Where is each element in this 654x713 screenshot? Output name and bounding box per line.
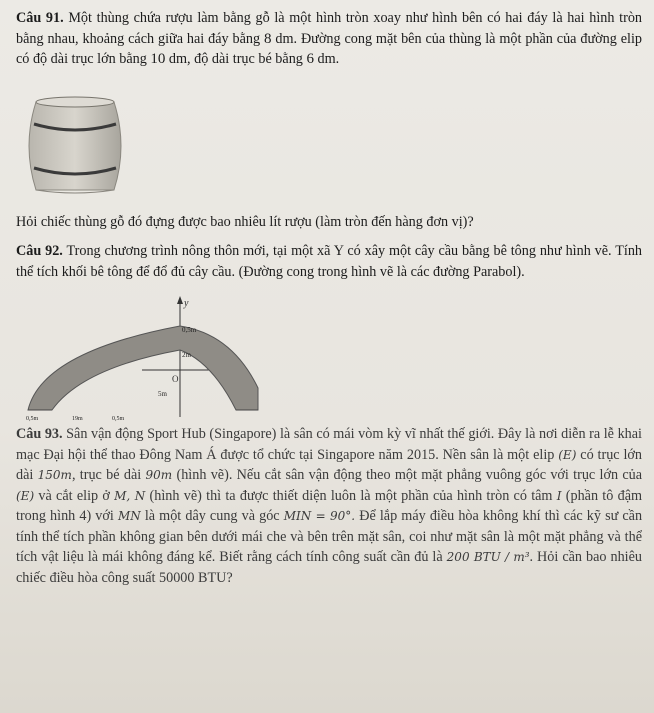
- question-93-text-5: (hình vẽ). Nếu cắt sân vận động theo một mặt phẳng vuông góc với trục lớn của: [176, 467, 643, 483]
- question-93-text-7: (hình vẽ) thì ta được thiết diện luôn là một phần của hình tròn có tâm: [149, 487, 553, 504]
- dim-bottom-label: 19m: [72, 416, 83, 422]
- question-93-text-6: và cắt elip ở: [38, 487, 110, 504]
- question-91-label: Câu 91.: [16, 10, 64, 26]
- question-92-text: Trong chương trình nông thôn mới, tại một xã Y có xây một cây cầu bằng bê tông như hình vẽ. Tính thể tích khối bê tông để đổ đủ cây cầu. (Đường cong trong hình vẽ là các đường Parabol).: [16, 243, 643, 280]
- barrel-distance-value: 8: [263, 30, 272, 47]
- question-93-text-3: có trục lớn dài: [16, 446, 643, 483]
- question-92: [16, 241, 642, 282]
- question-92-label: Câu 92.: [16, 243, 63, 259]
- question-93-text-4: , trục bé dài: [71, 467, 142, 483]
- question-93-text-11: . Hỏi cần bao nhiêu chiếc điều hòa công suất 50000 BTU?: [16, 549, 642, 586]
- question-91-text-3: dm, độ dài trục bé bằng: [168, 51, 303, 67]
- origin-label: O: [172, 374, 179, 384]
- y-axis-label: y: [184, 298, 189, 309]
- barrel-body: [29, 102, 121, 190]
- question-91-ask: [16, 212, 642, 233]
- major-axis-value: 10: [150, 51, 166, 67]
- dim-length-label: 5m: [158, 390, 167, 398]
- ellipse-label-1: (E): [558, 447, 577, 462]
- minor-axis-length: 90m: [145, 468, 173, 482]
- question-93-text-9: là một dây cung và góc: [144, 508, 280, 524]
- points-mn: M, N: [114, 488, 146, 503]
- barrel-top-ellipse: [36, 97, 114, 107]
- question-91: [16, 8, 642, 70]
- chord-mn: MN: [117, 509, 141, 523]
- angle-min: MIN = 90°.: [283, 509, 356, 523]
- dim-mid-label: 2m: [182, 351, 191, 359]
- question-91-text-1: Một thùng chứa rượu làm bằng gỗ là một hình tròn xoay như hình bên có hai đáy là hai hình tròn bằng nhau, khoảng cách giữa hai đáy bằng: [16, 10, 643, 47]
- ellipse-label-2: (E): [16, 488, 35, 503]
- question-91-text-4: dm.: [317, 51, 340, 67]
- year-value: 2015: [406, 446, 436, 463]
- minor-axis-value: 6: [306, 51, 314, 67]
- question-93-text-1: Sân vận động Sport Hub (Singapore) là sân có mái vòm kỳ vĩ nhất thế giới. Đây là nơi diễn ra lễ khai mạc Đại hội thể thao Đông Nam Á được tổ chức tại Singapore năm: [16, 426, 643, 463]
- dim-right-label: 0,5m: [112, 416, 125, 422]
- dim-top-label: 0,5m: [182, 326, 197, 334]
- question-91-question: Hỏi chiếc thùng gỗ đó đựng được bao nhiêu lít rượu (làm tròn đến hàng đơn vị)?: [16, 214, 474, 230]
- power-value: 200 BTU / m³: [446, 550, 530, 564]
- center-i: I: [556, 488, 562, 503]
- question-93-label: Câu 93.: [16, 426, 63, 442]
- question-93-text-10: Để lắp máy điều hòa không khí thì các kỹ sư cần tính thể tích phần không gian bên dưới mái che và bên trên mặt sân, coi như mặt sân là một mặt phẳng và thể tích vật liệu là mái không đáng kể. Biết rằng cách tính công suất cần đủ là: [16, 508, 643, 565]
- question-91-text-2: dm. Đường cong mặt bên của thùng là một phần của đường elip có độ dài trục lớn bằng: [16, 30, 643, 67]
- bridge-figure: [22, 292, 282, 422]
- question-93: [16, 424, 642, 588]
- major-axis-length: 150m: [37, 468, 72, 482]
- question-93-text-2: . Nền sân là một elip: [435, 446, 555, 463]
- question-93-text-8: (phần tô đậm trong hình 4) với: [16, 487, 643, 524]
- y-axis-arrow: [177, 296, 183, 304]
- barrel-figure: [20, 92, 130, 200]
- bridge-shape: [28, 326, 258, 410]
- dim-left-label: 0,5m: [26, 416, 39, 422]
